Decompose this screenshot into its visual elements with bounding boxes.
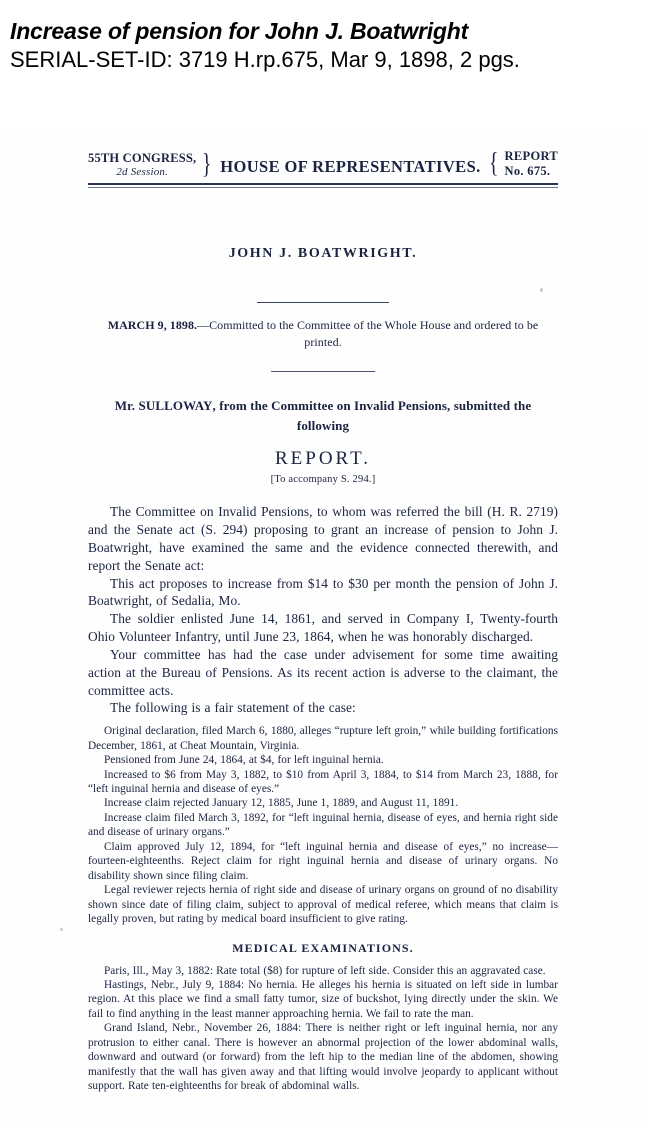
body-paragraph: This act proposes to increase from $14 to $30 per month the pension of John J. Boatwright, of Sedalia, Mo. xyxy=(88,575,558,609)
page-title: JOHN J. BOATWRIGHT. xyxy=(228,245,418,261)
case-statement-item: Pensioned from June 24, 1864, at $4, for left inguinal hernia. xyxy=(104,754,384,767)
brace-left-glyph: } xyxy=(202,149,212,181)
committed-date: MARCH 9, 1898. xyxy=(107,317,198,332)
report-label: REPORT xyxy=(504,149,558,163)
case-statement-item: Increase claim filed March 3, 1892, for “left inguinal hernia, disease of eyes, and hernia right side and disease of urinary organs.” xyxy=(88,811,558,839)
submitted-prefix: Mr. xyxy=(114,398,139,414)
committed-note xyxy=(88,317,558,352)
congress-label: 55TH CONGRESS, xyxy=(88,150,197,165)
masthead-report-block xyxy=(505,150,558,179)
submitted-text: , from the Committee on Invalid Pensions, submitted the following xyxy=(212,398,532,433)
document-body xyxy=(88,150,558,1094)
brace-right-glyph: { xyxy=(489,148,499,180)
case-statement-item: Increase claim rejected January 12, 1885, June 1, 1889, and August 11, 1891. xyxy=(104,797,459,810)
committed-text: —Committed to the Committee of the Whole House and ordered to be printed. xyxy=(197,317,539,349)
case-statement-item: Increased to $6 from May 3, 1882, to $10 from April 3, 1884, to $14 from March 23, 1888, for “left inguinal hernia and disease of eyes.” xyxy=(88,768,558,796)
case-statement-item: Original declaration, filed March 6, 1880, alleges “rupture left groin,” while building fortifications December, 1861, at Cheat Mountain, Virginia. xyxy=(88,725,558,752)
catalog-header xyxy=(0,0,650,74)
body-paragraph: The soldier enlisted June 14, 1861, and served in Company I, Twenty-fourth Ohio Volunteer Infantry, until June 23, 1864, when he was honorably discharged. xyxy=(88,611,558,645)
report-body xyxy=(88,503,558,717)
medical-examinations-heading: MEDICAL EXAMINATIONS. xyxy=(232,940,414,955)
medical-exam-item: Grand Island, Nebr., November 26, 1884: There is neither right or left inguinal hernia, nor any protrusion to either canal. There is however an abnormal projection of the lower abdominal walls, downward and outward (or forward) from the left hip to the median line of the abdomen, showing manifestly that the wall has given away and that lifting would involve jeopardy to applicant without support. Rate ten-eighteenths for break of abdominal walls. xyxy=(88,1022,558,1093)
catalog-serial-set-id: SERIAL-SET-ID: 3719 H.rp.675, Mar 9, 1898, 2 pgs. xyxy=(10,47,520,73)
report-heading: REPORT. xyxy=(274,448,372,470)
body-paragraph: The Committee on Invalid Pensions, to whom was referred the bill (H. R. 2719) and the Senate act (S. 294) proposing to grant an increase of pension to John J. Boatwright, have examined the same and the evidence connected therewith, and report the Senate act: xyxy=(88,504,558,573)
submitting-member-name: SULLOWAY xyxy=(138,398,213,414)
case-statement-item: Legal reviewer rejects hernia of right side and disease of urinary organs on ground of no disability shown since date of filing claim, subject to approval of medical referee, which means that claim is legally proven, but rating by medical board insufficient to give rating. xyxy=(88,884,558,926)
title-divider xyxy=(257,302,389,303)
scan-speck xyxy=(60,928,63,931)
chamber-title: HOUSE OF REPRESENTATIVES. xyxy=(220,156,481,176)
scanned-document-sheet xyxy=(0,128,650,1125)
medical-exam-item: Hastings, Nebr., July 9, 1884: No hernia. He alleges his hernia is situated on left side in lumbar region. At this place we find a small fatty tumor, size of buckshot, lying directly under the skin. We fail to find anything in the least manner approaching hernia. We fail to rate the man. xyxy=(88,979,558,1020)
catalog-title: Increase of pension for John J. Boatwright xyxy=(10,18,469,44)
medical-examinations-list xyxy=(88,964,558,1094)
masthead-congress-block xyxy=(88,152,196,179)
medical-exam-item: Paris, Ill., May 3, 1882: Rate total ($8) for rupture of left side. Consider this an aggravated case. xyxy=(104,964,546,977)
committed-divider xyxy=(271,371,375,372)
accompany-note: [To accompany S. 294.] xyxy=(270,474,376,486)
masthead xyxy=(88,150,558,179)
body-paragraph: The following is a fair statement of the case: xyxy=(110,700,356,716)
body-paragraph: Your committee has had the case under advisement for some time awaiting action at the Bureau of Pensions. As its recent action is adverse to the claimant, the committee acts. xyxy=(88,646,558,698)
report-number: No. 675. xyxy=(504,163,551,178)
case-statement-item: Claim approved July 12, 1894, for “left inguinal hernia and disease of eyes,” no increase—fourteen-eighteenths. Reject claim for right inguinal hernia and disease of urinary organs. No disability shown since filing claim. xyxy=(88,840,558,882)
session-label: 2d Session. xyxy=(116,166,169,179)
submitted-by-note xyxy=(88,396,558,435)
masthead-rule xyxy=(88,183,558,188)
case-statement-list xyxy=(88,724,558,926)
